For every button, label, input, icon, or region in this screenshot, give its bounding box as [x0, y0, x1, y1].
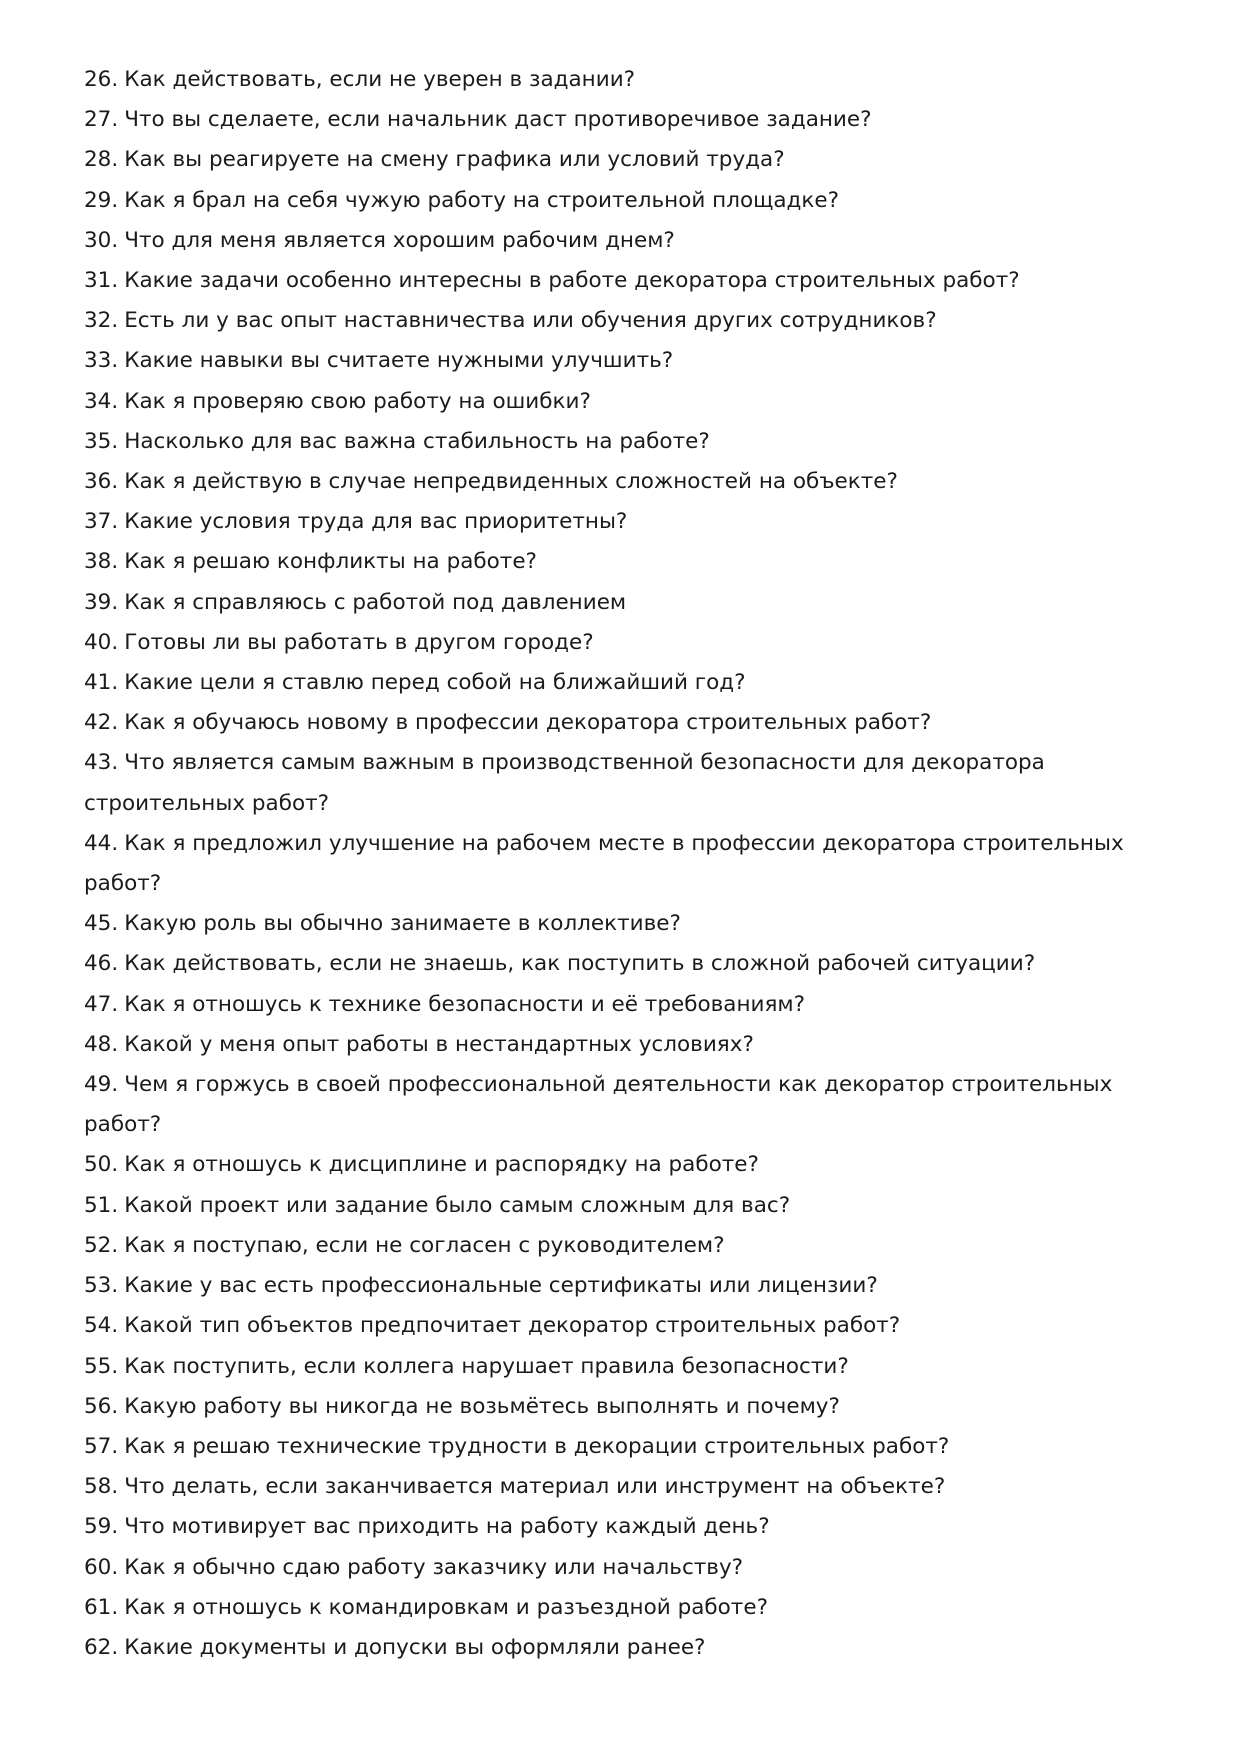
question-text: Какие цели я ставлю перед собой на ближайший год?: [124, 670, 746, 696]
question-text: Что является самым важным в производственной безопасности для декоратора строительных работ?: [84, 750, 1045, 816]
question-number: 33.: [84, 348, 119, 374]
question-text: Как поступить, если коллега нарушает правила безопасности?: [124, 1353, 849, 1379]
question-text: Какие у вас есть профессиональные сертификаты или лицензии?: [124, 1273, 878, 1299]
question-number: 41.: [84, 670, 119, 696]
question-text: Как я решаю технические трудности в декорации строительных работ?: [124, 1433, 950, 1459]
question-item: [84, 1226, 1174, 1266]
question-number: 45.: [84, 911, 119, 937]
question-number: 36.: [84, 469, 119, 495]
question-item: [84, 743, 1174, 823]
question-item: [84, 1427, 1174, 1467]
question-number: 57.: [84, 1433, 119, 1459]
question-list: [84, 60, 1174, 1668]
question-number: 35.: [84, 428, 119, 454]
question-text: Какой тип объектов предпочитает декоратор строительных работ?: [124, 1313, 901, 1339]
question-text: Насколько для вас важна стабильность на работе?: [124, 428, 710, 454]
question-item: [84, 422, 1174, 462]
question-number: 61.: [84, 1594, 119, 1620]
question-text: Готовы ли вы работать в другом городе?: [124, 629, 594, 655]
question-item: [84, 60, 1174, 100]
question-text: Как я решаю конфликты на работе?: [124, 549, 537, 575]
question-item: [84, 1347, 1174, 1387]
question-item: [84, 1025, 1174, 1065]
question-text: Что делать, если заканчивается материал или инструмент на объекте?: [124, 1474, 946, 1500]
question-text: Что мотивирует вас приходить на работу каждый день?: [124, 1514, 770, 1540]
question-text: Как я поступаю, если не согласен с руководителем?: [124, 1232, 725, 1258]
question-number: 59.: [84, 1514, 119, 1540]
question-item: [84, 1507, 1174, 1547]
question-text: Как вы реагируете на смену графика или условий труда?: [124, 147, 785, 173]
question-number: 38.: [84, 549, 119, 575]
question-text: Какие задачи особенно интересны в работе декоратора строительных работ?: [124, 268, 1020, 294]
question-number: 51.: [84, 1192, 119, 1218]
question-text: Как я обычно сдаю работу заказчику или начальству?: [124, 1554, 744, 1580]
question-item: [84, 502, 1174, 542]
question-number: 27.: [84, 107, 119, 133]
question-number: 34.: [84, 388, 119, 414]
question-number: 31.: [84, 268, 119, 294]
question-text: Как действовать, если не знаешь, как поступить в сложной рабочей ситуации?: [124, 951, 1036, 977]
question-item: [84, 1186, 1174, 1226]
question-text: Какой проект или задание было самым сложным для вас?: [124, 1192, 791, 1218]
question-item: [84, 181, 1174, 221]
question-text: Какой у меня опыт работы в нестандартных условиях?: [124, 1031, 754, 1057]
question-number: 26.: [84, 67, 119, 92]
question-item: [84, 944, 1174, 984]
question-item: [84, 703, 1174, 743]
question-item: [84, 663, 1174, 703]
question-item: [84, 542, 1174, 582]
question-text: Есть ли у вас опыт наставничества или обучения других сотрудников?: [124, 308, 937, 334]
question-number: 49.: [84, 1072, 119, 1098]
question-number: 29.: [84, 187, 119, 213]
question-text: Какие условия труда для вас приоритетны?: [124, 509, 628, 535]
question-number: 37.: [84, 509, 119, 535]
question-item: [84, 1387, 1174, 1427]
question-number: 32.: [84, 308, 119, 334]
question-item: [84, 904, 1174, 944]
question-number: 53.: [84, 1273, 119, 1299]
question-number: 46.: [84, 951, 119, 977]
question-text: Какую роль вы обычно занимаете в коллективе?: [124, 911, 681, 937]
question-item: [84, 1467, 1174, 1507]
question-number: 48.: [84, 1031, 119, 1057]
question-text: Чем я горжусь в своей профессиональной деятельности как декоратор строительных работ?: [84, 1072, 1113, 1138]
question-item: [84, 341, 1174, 381]
question-number: 30.: [84, 227, 119, 253]
question-item: [84, 462, 1174, 502]
question-text: Какие документы и допуски вы оформляли ранее?: [124, 1634, 706, 1660]
question-number: 62.: [84, 1634, 119, 1660]
question-item: [84, 1628, 1174, 1668]
question-text: Как я проверяю свою работу на ошибки?: [124, 388, 591, 414]
question-number: 39.: [84, 589, 119, 615]
question-text: Как я действую в случае непредвиденных сложностей на объекте?: [124, 469, 898, 495]
question-text: Как я отношусь к командировкам и разъездной работе?: [124, 1594, 768, 1620]
question-item: [84, 1145, 1174, 1185]
question-item: [84, 301, 1174, 341]
question-text: Как я отношусь к технике безопасности и её требованиям?: [124, 991, 806, 1017]
question-text: Какую работу вы никогда не возьмётесь выполнять и почему?: [124, 1393, 840, 1419]
question-number: 50.: [84, 1152, 119, 1178]
question-item: [84, 221, 1174, 261]
question-item: [84, 1588, 1174, 1628]
question-number: 56.: [84, 1393, 119, 1419]
question-text: Как я обучаюсь новому в профессии декоратора строительных работ?: [124, 710, 932, 736]
question-number: 40.: [84, 629, 119, 655]
question-text: Что для меня является хорошим рабочим днем?: [124, 227, 675, 253]
question-text: Как я предложил улучшение на рабочем месте в профессии декоратора строительных работ?: [84, 830, 1124, 897]
question-item: [84, 985, 1174, 1025]
question-number: 28.: [84, 147, 119, 173]
question-text: Как я брал на себя чужую работу на строительной площадке?: [124, 187, 840, 213]
question-item: [84, 261, 1174, 301]
question-text: Как действовать, если не уверен в задании?: [124, 67, 636, 92]
question-item: [84, 382, 1174, 422]
question-text: Как я справляюсь с работой под давлением: [124, 589, 627, 615]
question-item: [84, 824, 1174, 904]
question-number: 54.: [84, 1313, 119, 1339]
question-number: 55.: [84, 1353, 119, 1379]
question-number: 42.: [84, 710, 119, 736]
question-item: [84, 623, 1174, 663]
question-item: [84, 583, 1174, 623]
question-text: Как я отношусь к дисциплине и распорядку на работе?: [124, 1152, 759, 1178]
question-item: [84, 100, 1174, 140]
question-text: Что вы сделаете, если начальник даст противоречивое задание?: [124, 107, 872, 133]
question-item: [84, 1065, 1174, 1145]
question-number: 52.: [84, 1232, 119, 1258]
question-number: 47.: [84, 991, 119, 1017]
question-item: [84, 140, 1174, 180]
question-item: [84, 1548, 1174, 1588]
question-number: 43.: [84, 750, 119, 776]
question-number: 58.: [84, 1474, 119, 1500]
question-text: Какие навыки вы считаете нужными улучшить?: [124, 348, 674, 374]
question-item: [84, 1266, 1174, 1306]
question-number: 60.: [84, 1554, 119, 1580]
question-number: 44.: [84, 830, 119, 856]
question-item: [84, 1306, 1174, 1346]
